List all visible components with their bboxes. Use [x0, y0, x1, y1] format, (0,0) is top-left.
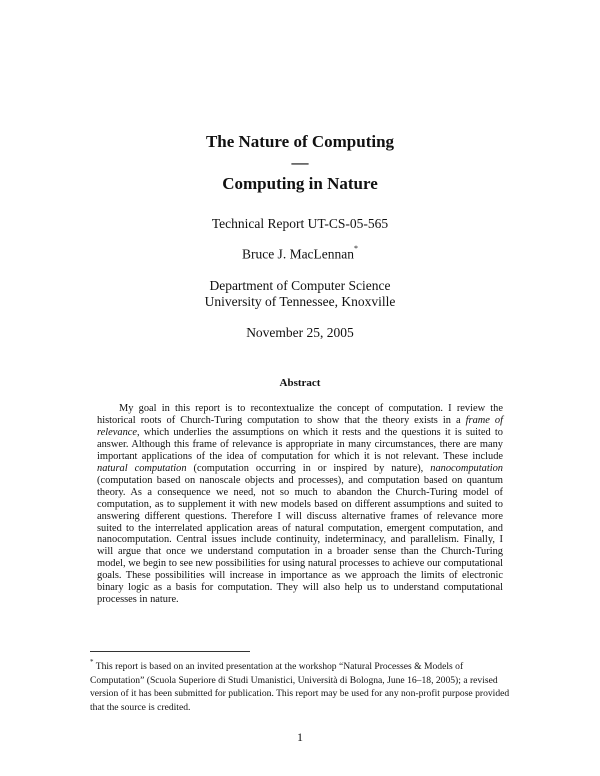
title-dash: —	[291, 153, 309, 172]
author-footnote-mark: *	[354, 244, 359, 253]
paper-title-line1: The Nature of Computing	[205, 132, 395, 151]
footnote	[90, 657, 510, 715]
affiliation-dept: Department of Computer Science	[209, 278, 391, 293]
abstract-em-nanocomputation: nanocomputation	[430, 462, 503, 474]
abstract-text-1: My goal in this report is to recontextualize the concept of computation. I review the historical roots of Church-Turing computation to show that the theory exists in a	[97, 403, 503, 426]
report-number: Technical Report UT-CS-05-565	[211, 216, 389, 231]
abstract-text-3: (computation occurring in or inspired by nature),	[186, 462, 431, 474]
paper-title-line2: Computing in Nature	[222, 174, 378, 193]
abstract-heading: Abstract	[279, 377, 321, 389]
abstract-text-2: , which underlies the assumptions on which it rests and the questions it is suited to answer. Although this frame of relevance is appropriate in many circumstances, there are many important applications of the idea of computation for which it is not relevant. These include	[97, 426, 503, 462]
footnote-text: This report is based on an invited presentation at the workshop “Natural Processes & Models of Computation” (Scuola Superiore di Studi Umanistici, Università di Bologna, June 16–18, 2005); a revised version of it has been submitted for publication. This report may be used for any non-profit purpose provided that the source is credited.	[90, 661, 510, 713]
footnote-mark: *	[90, 658, 94, 666]
abstract-em-frame-of-relevance: frame of relevance	[97, 414, 503, 438]
abstract-text-4: (computation based on nanoscale objects and processes), and computation based on quantum theory. As a consequence we need, not so much to abandon the Church-Turing model of computation, as to supplement it with new models based on different assumptions and suited to answering different questions. Therefore I will discuss alternative frames of relevance more suited to the interrelated application areas of natural computation, emergent computation, and nanocomputation. Central issues include continuity, indeterminacy, and parallelism. Finally, I will argue that once we understand computation in a broader sense than the Church-Turing model, we begin to see new possibilities for using natural processes to achieve our computational goals. These possibilities will increase in importance as we approach the limits of electronic binary logic as a basis for computation. They will also help us to understand computational processes in nature.	[97, 474, 503, 606]
page-number: 1	[297, 730, 303, 744]
author-line	[0, 246, 600, 263]
author-name: Bruce J. MacLennan	[241, 246, 355, 262]
footnote-divider	[90, 651, 250, 652]
abstract-body	[97, 403, 503, 606]
affiliation-univ: University of Tennessee, Knoxville	[204, 294, 396, 309]
abstract-em-natural-computation: natural computation	[97, 462, 187, 474]
date: November 25, 2005	[246, 325, 354, 340]
